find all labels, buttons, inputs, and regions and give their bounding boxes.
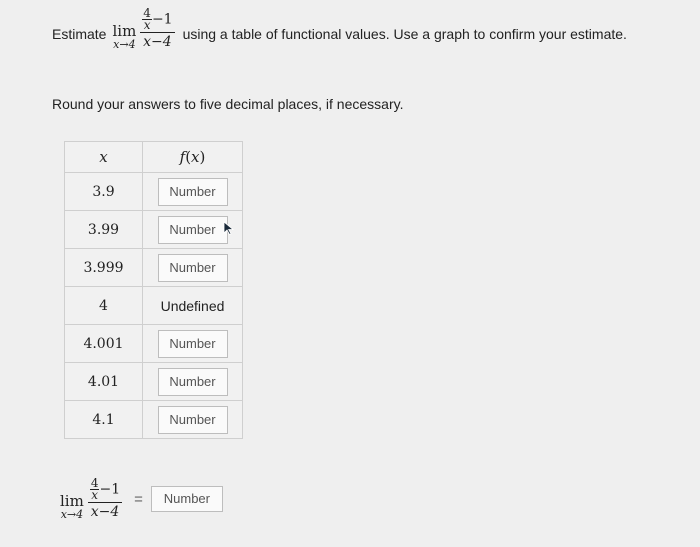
answer-inner-denominator: x	[91, 487, 99, 502]
fx-cell	[143, 401, 243, 439]
fx-input[interactable]: Number	[158, 330, 228, 358]
question-prompt	[52, 8, 627, 52]
limit-answer-row	[60, 476, 223, 522]
rounding-instruction: Round your answers to five decimal places, if necessary.	[52, 96, 404, 112]
answer-limit-word: lim	[60, 492, 84, 510]
fx-cell	[143, 325, 243, 363]
fx-cell	[143, 363, 243, 401]
function-values-table	[64, 141, 243, 439]
fx-cell	[143, 173, 243, 211]
inner-denominator: x	[143, 18, 151, 32]
x-value: 3.9	[65, 173, 143, 211]
x-value: 3.999	[65, 249, 143, 287]
header-x: x	[65, 142, 143, 173]
table-row	[65, 325, 243, 363]
answer-expression-denominator: x−4	[90, 503, 120, 520]
table-row	[65, 363, 243, 401]
mouse-pointer-icon	[223, 221, 235, 235]
equals-sign: =	[134, 490, 143, 508]
fx-input[interactable]: Number	[158, 178, 228, 206]
table-row	[65, 211, 243, 249]
question-tail: using a table of functional values. Use a graph to confirm your estimate.	[182, 26, 627, 42]
answer-limit-subscript: x→4	[60, 508, 84, 521]
fx-undefined: Undefined	[143, 287, 243, 325]
table-row	[65, 401, 243, 439]
limit-subscript: x→4	[113, 38, 136, 51]
table-row	[65, 287, 243, 325]
answer-limit-expression	[88, 475, 122, 521]
question-lead: Estimate	[52, 26, 107, 42]
header-fx: f(x)	[143, 142, 243, 173]
fx-cell	[143, 249, 243, 287]
x-value: 4.001	[65, 325, 143, 363]
table-row	[65, 249, 243, 287]
fx-input[interactable]: Number	[158, 216, 228, 244]
x-value: 3.99	[65, 211, 143, 249]
x-value: 4.1	[65, 401, 143, 439]
answer-numerator-rest: −1	[99, 481, 121, 497]
fx-input[interactable]: Number	[158, 406, 228, 434]
limit-operator	[112, 24, 136, 52]
answer-limit-operator	[60, 494, 84, 522]
expression-denominator: x−4	[143, 34, 172, 50]
fx-input[interactable]: Number	[158, 368, 228, 396]
limit-answer-input[interactable]: Number	[151, 486, 223, 512]
limit-word: lim	[112, 22, 137, 40]
limit-expression	[140, 8, 174, 51]
table-row	[65, 173, 243, 211]
answer-inner-numerator: 4	[90, 475, 99, 490]
inner-numerator: 4	[143, 6, 151, 20]
numerator-rest: −1	[151, 11, 173, 28]
x-value: 4.01	[65, 363, 143, 401]
x-value: 4	[65, 287, 143, 325]
fx-input[interactable]: Number	[158, 254, 228, 282]
